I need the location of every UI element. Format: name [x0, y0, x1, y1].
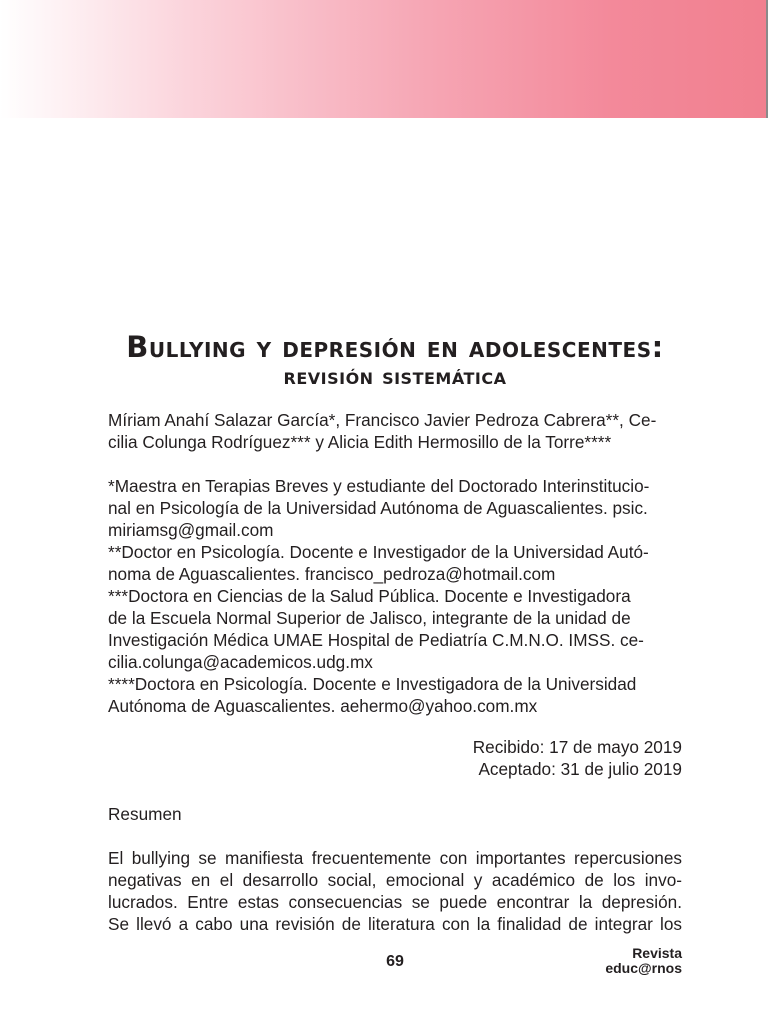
resumen-heading: Resumen — [108, 804, 182, 824]
affiliation-line: ***Doctora en Ciencias de la Salud Pública. Docente e Investigadora — [108, 586, 631, 606]
affiliations — [108, 475, 682, 717]
journal-line-1: Revista — [632, 945, 682, 961]
affiliation-line: miriamsg@gmail.com — [108, 520, 274, 540]
authors — [108, 409, 682, 453]
journal-line-2: educ@rnos — [605, 960, 682, 976]
journal-name — [605, 946, 682, 976]
affiliation-line: Autónoma de Aguascalientes. aehermo@yahoo.com.mx — [108, 696, 538, 716]
affiliation-line: **Doctor en Psicología. Docente e Investigador de la Universidad Autó- — [108, 542, 649, 562]
received-date: Recibido: 17 de mayo 2019 — [472, 737, 682, 757]
abstract-line: El bullying se manifiesta frecuentemente con importantes repercusiones — [108, 848, 682, 868]
affiliation-line: noma de Aguascalientes. francisco_pedroza@hotmail.com — [108, 564, 556, 584]
authors-line: Míriam Anahí Salazar García*, Francisco Javier Pedroza Cabrera**, Ce- — [108, 410, 657, 430]
affiliation-line: de la Escuela Normal Superior de Jalisco, integrante de la unidad de — [108, 608, 631, 628]
affiliation-line: ****Doctora en Psicología. Docente e Investigadora de la Universidad — [108, 674, 637, 694]
affiliation-line: cilia.colunga@academicos.udg.mx — [108, 652, 373, 672]
affiliation-line: Investigación Médica UMAE Hospital de Pediatría C.M.N.O. IMSS. ce- — [108, 630, 644, 650]
abstract-line: Se llevó a cabo una revisión de literatura con la finalidad de integrar los — [108, 914, 682, 934]
authors-line: cilia Colunga Rodríguez*** y Alicia Edith Hermosillo de la Torre**** — [108, 432, 612, 452]
affiliation-line: *Maestra en Terapias Breves y estudiante del Doctorado Interinstitucio- — [108, 476, 650, 496]
abstract-line: lucrados. Entre estas consecuencias se puede encontrar la depresión. — [108, 892, 682, 912]
accepted-date: Aceptado: 31 de julio 2019 — [478, 759, 682, 779]
dates — [108, 736, 682, 780]
page-number: 69 — [386, 953, 404, 970]
title-line-2: revisión sistemática — [283, 364, 507, 390]
abstract-line: negativas en el desarrollo social, emocional y académico de los invo- — [108, 870, 682, 890]
abstract — [108, 847, 682, 935]
header-banner — [0, 0, 766, 118]
affiliation-line: nal en Psicología de la Universidad Autónoma de Aguascalientes. psic. — [108, 498, 648, 518]
title-line-1: Bullying y depresión en adolescentes: — [126, 330, 664, 364]
